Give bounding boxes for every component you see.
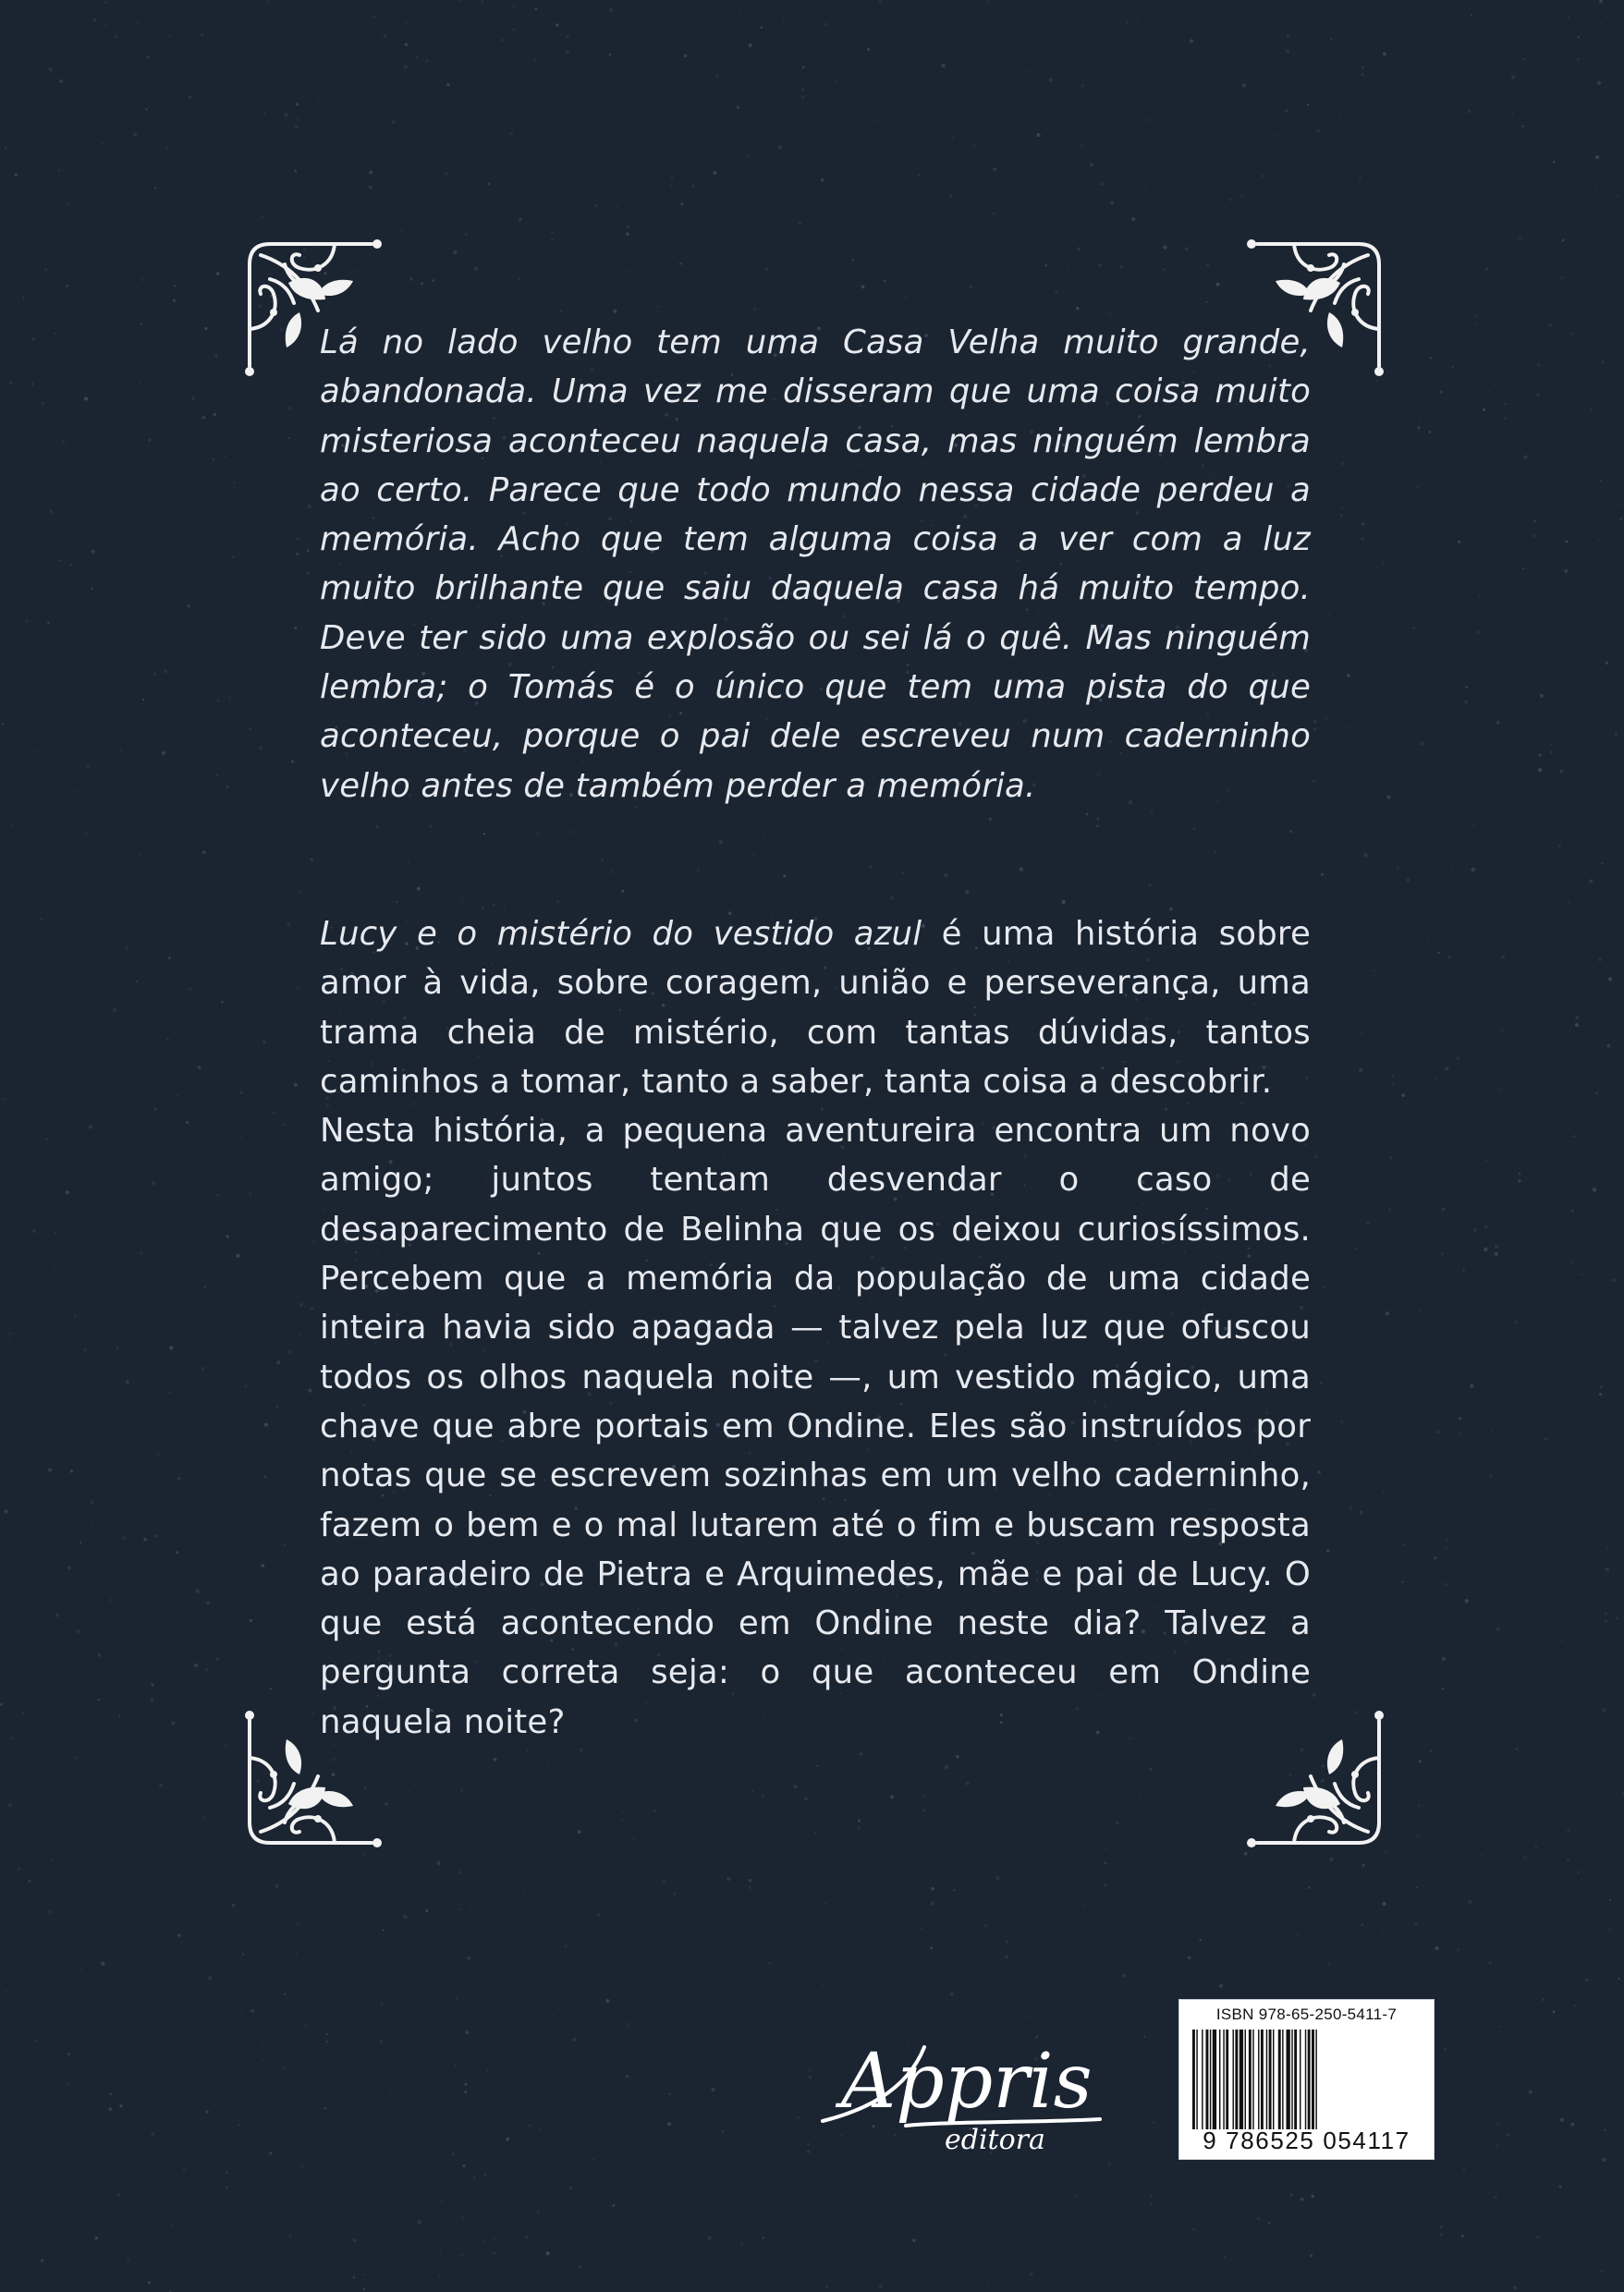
- barcode-bar: [1206, 2030, 1209, 2129]
- publisher-logo-word: Appris: [841, 2038, 1093, 2126]
- barcode-bar: [1258, 2030, 1259, 2129]
- barcode-bar: [1278, 2030, 1281, 2129]
- teaser-paragraph: [320, 318, 1311, 811]
- barcode-bar: [1273, 2030, 1274, 2129]
- barcode-bar: [1269, 2030, 1272, 2129]
- barcode-bar: [1287, 2030, 1290, 2129]
- barcode-bar: [1291, 2030, 1292, 2129]
- teaser-text: Lá no lado velho tem uma Casa Velha muito grande, abandonada. Uma vez me disseram que uma coisa muito misteriosa aconteceu naquela casa, mas ninguém lembra ao certo. Parece que todo mundo nessa cidade perdeu a memória. Acho que tem alguma coisa a ver com a luz muito brilhante que saiu daquela casa há muito tempo. Deve ter sido uma explosão ou sei lá o quê. Mas ninguém lembra; o Tomás é o único que tem uma pista do que aconteceu, porque o pai dele escreveu num caderninho velho antes de também perder a memória.: [320, 323, 1311, 805]
- barcode-bar: [1239, 2030, 1243, 2129]
- barcode-bar: [1315, 2030, 1316, 2129]
- barcode-bar: [1261, 2030, 1264, 2129]
- isbn-label: ISBN 978-65-250-5411-7: [1215, 2006, 1398, 2023]
- barcode-bar: [1223, 2030, 1224, 2129]
- barcode-bar: [1282, 2030, 1283, 2129]
- barcode-bar: [1213, 2030, 1216, 2129]
- barcode-bar: [1312, 2030, 1314, 2129]
- barcode-bar: [1235, 2030, 1238, 2129]
- barcode-digits: 9 786525 054117: [1203, 2127, 1410, 2154]
- barcode-bar: [1266, 2030, 1267, 2129]
- synopsis-section: [320, 909, 1311, 1747]
- barcode-bar: [1294, 2030, 1297, 2129]
- synopsis-intro-text: é uma história sobre amor à vida, sobre coragem, união e perseverança, uma trama cheia de mistério, com tantas dúvidas, tantos caminhos a tomar, tanto a saber, tanta coisa a descobrir.: [320, 915, 1311, 1101]
- barcode-bar: [1202, 2030, 1203, 2129]
- barcode-bar: [1245, 2030, 1246, 2129]
- barcode-bar: [1252, 2030, 1253, 2129]
- synopsis-paragraph-2: Nesta história, a pequena aventureira encontra um novo amigo; juntos tentam desvendar o caso de desaparecimento de Belinha que os deixou curiosíssimos. Percebem que a memória da população de uma cidade inteira havia sido apagada — talvez pela luz que ofuscou todos os olhos naquela noite —, um vestido mágico, uma chave que abre portais em Ondine. Eles são instruídos por notas que se escrevem sozinhas em um velho caderninho, fazem o bem e o mal lutarem até o fim e buscam resposta ao paradeiro de Pietra e Arquimedes, mãe e pai de Lucy. O que está acontecendo em Ondine neste dia? Talvez a pergunta correta seja: o que aconteceu em Ondine naquela noite?: [320, 1112, 1311, 1741]
- book-title: Lucy e o mistério do vestido azul: [320, 915, 922, 953]
- publisher-logo: [804, 2010, 1118, 2158]
- barcode-bar: [1305, 2030, 1306, 2129]
- barcode-bar: [1226, 2030, 1228, 2129]
- barcode-bar: [1210, 2030, 1211, 2129]
- barcode-bar: [1249, 2030, 1252, 2129]
- isbn-barcode: [1178, 1999, 1435, 2160]
- publisher-logo-sub: editora: [945, 2124, 1045, 2156]
- barcode-bar: [1219, 2030, 1220, 2129]
- barcode-bar: [1308, 2030, 1311, 2129]
- barcode-bar: [1196, 2030, 1197, 2129]
- barcode-bars: [1192, 2030, 1422, 2129]
- barcode-bar: [1192, 2030, 1195, 2129]
- barcode-bar: [1233, 2030, 1234, 2129]
- synopsis-intro: [320, 909, 1311, 1106]
